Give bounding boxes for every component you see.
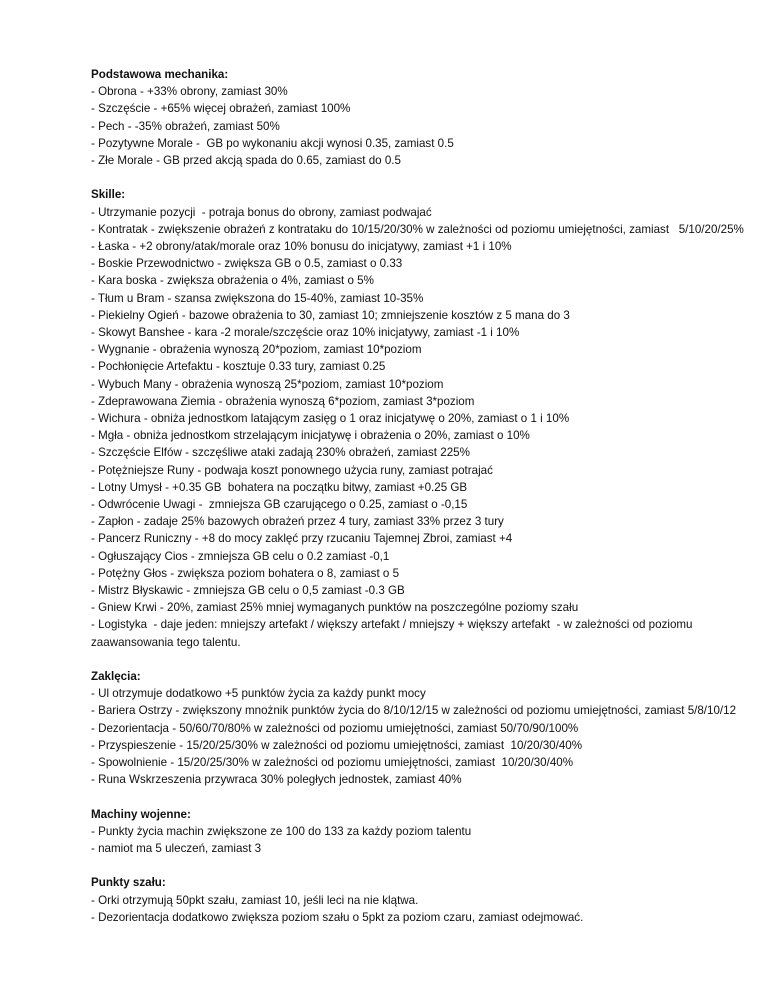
list-item: - Szczęście Elfów - szczęśliwe ataki zadają 230% obrażeń, zamiast 225% bbox=[91, 446, 470, 460]
list-item: - Potężniejsze Runy - podwaja koszt ponownego użycia runy, zamiast potrajać bbox=[91, 463, 493, 477]
list-item: - Boskie Przewodnictwo - zwiększa GB o 0.5, zamiast o 0.33 bbox=[91, 257, 403, 271]
list-item: - Spowolnienie - 15/20/25/30% w zależności od poziomu umiejętności, zamiast 10/20/30/40% bbox=[91, 756, 574, 770]
list-item: - Przyspieszenie - 15/20/25/30% w zależności od poziomu umiejętności, zamiast 10/20/30/40% bbox=[91, 738, 583, 752]
list-item: - Wichura - obniża jednostkom latającym zasięg o 1 oraz inicjatywę o 20%, zamiast o 1 i 10% bbox=[91, 412, 570, 426]
section-heading: Zaklęcia: bbox=[91, 670, 141, 684]
list-item: - Skowyt Banshee - kara -2 morale/szczęście oraz 10% inicjatywy, zamiast -1 i 10% bbox=[91, 326, 520, 340]
list-item: - Ul otrzymuje dodatkowo +5 punktów życia za każdy punkt mocy bbox=[91, 687, 426, 701]
section-heading: Punkty szału: bbox=[91, 876, 166, 890]
list-item: - Utrzymanie pozycji - potraja bonus do obrony, zamiast podwajać bbox=[91, 205, 432, 219]
list-item: - Dezorientacja dodatkowo zwiększa poziom szału o 5pkt za poziom czaru, zamiast odejmować. bbox=[91, 910, 584, 924]
document-body bbox=[91, 66, 751, 943]
list-item: - Wygnanie - obrażenia wynoszą 20*poziom, zamiast 10*poziom bbox=[91, 343, 422, 357]
list-item: - Zapłon - zadaje 25% bazowych obrażeń przez 4 tury, zamiast 33% przez 3 tury bbox=[91, 515, 504, 529]
list-item: - Mgła - obniża jednostkom strzelającym inicjatywę i obrażenia o 20%, zamiast o 10% bbox=[91, 429, 530, 443]
list-item: - Bariera Ostrzy - zwiększony mnożnik punktów życia do 8/10/12/15 w zależności od poziomu umiejętności, zamiast 5/8/10/12 bbox=[91, 704, 737, 718]
list-item: - Lotny Umysł - +0.35 GB bohatera na początku bitwy, zamiast +0.25 GB bbox=[91, 480, 468, 494]
list-item: - Pochłonięcie Artefaktu - kosztuje 0.33 tury, zamiast 0.25 bbox=[91, 360, 386, 374]
list-item: - Dezorientacja - 50/60/70/80% w zależności od poziomu umiejętności, zamiast 50/70/90/100% bbox=[91, 721, 579, 735]
list-item: - Mistrz Błyskawic - zmniejsza GB celu o 0,5 zamiast -0.3 GB bbox=[91, 584, 405, 598]
section-heading: Podstawowa mechanika: bbox=[91, 68, 229, 81]
list-item: - Gniew Krwi - 20%, zamiast 25% mniej wymaganych punktów na poszczególne poziomy szału bbox=[91, 601, 579, 615]
list-item: - namiot ma 5 uleczeń, zamiast 3 bbox=[91, 842, 262, 856]
list-item: - Szczęście - +65% więcej obrażeń, zamiast 100% bbox=[91, 102, 351, 116]
list-item: - Punkty życia machin zwiększone ze 100 do 133 za każdy poziom talentu bbox=[91, 824, 472, 838]
list-item: - Wybuch Many - obrażenia wynoszą 25*poziom, zamiast 10*poziom bbox=[91, 377, 444, 391]
list-item: - Tłum u Bram - szansa zwiększona do 15-40%, zamiast 10-35% bbox=[91, 291, 424, 305]
list-item: - Kontratak - zwiększenie obrażeń z kontrataku do 10/15/20/30% w zależności od poziomu umiejętności, zamiast 5/10/20/25% bbox=[91, 222, 744, 236]
list-item: - Pech - -35% obrażeń, zamiast 50% bbox=[91, 119, 280, 133]
list-item: - Pozytywne Morale - GB po wykonaniu akcji wynosi 0.35, zamiast 0.5 bbox=[91, 136, 454, 150]
list-item: - Runa Wskrzeszenia przywraca 30% poległych jednostek, zamiast 40% bbox=[91, 773, 462, 787]
list-item: - Ogłuszający Cios - zmniejsza GB celu o 0.2 zamiast -0,1 bbox=[91, 549, 390, 563]
list-item: - Złe Morale - GB przed akcją spada do 0.65, zamiast do 0.5 bbox=[91, 154, 401, 168]
section bbox=[91, 874, 751, 926]
section-heading: Skille: bbox=[91, 188, 126, 202]
section bbox=[91, 186, 751, 650]
section-heading: Machiny wojenne: bbox=[91, 807, 191, 821]
list-item: - Łaska - +2 obrony/atak/morale oraz 10% bonusu do inicjatywy, zamiast +1 i 10% bbox=[91, 240, 512, 254]
list-item: - Pancerz Runiczny - +8 do mocy zaklęć przy rzucaniu Tajemnej Zbroi, zamiast +4 bbox=[91, 532, 513, 546]
section bbox=[91, 66, 751, 169]
list-item: - Logistyka - daje jeden: mniejszy artefakt / większy artefakt / mniejszy + większy artefakt - w zależności od poziomu zaawansowania tego talentu. bbox=[91, 618, 696, 649]
list-item: - Obrona - +33% obrony, zamiast 30% bbox=[91, 85, 288, 99]
list-item: - Odwrócenie Uwagi - zmniejsza GB czarującego o 0.25, zamiast o -0,15 bbox=[91, 498, 468, 512]
list-item: - Orki otrzymują 50pkt szału, zamiast 10, jeśli leci na nie klątwa. bbox=[91, 893, 419, 907]
section bbox=[91, 668, 751, 788]
list-item: - Piekielny Ogień - bazowe obrażenia to 30, zamiast 10; zmniejszenie kosztów z 5 mana do 3 bbox=[91, 308, 570, 322]
list-item: - Kara boska - zwiększa obrażenia o 4%, zamiast o 5% bbox=[91, 274, 374, 288]
section bbox=[91, 806, 751, 858]
list-item: - Potężny Głos - zwiększa poziom bohatera o 8, zamiast o 5 bbox=[91, 566, 400, 580]
list-item: - Zdeprawowana Ziemia - obrażenia wynoszą 6*poziom, zamiast 3*poziom bbox=[91, 394, 475, 408]
